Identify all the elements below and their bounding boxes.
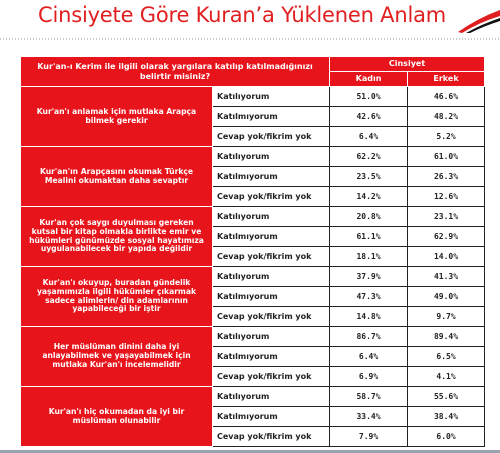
answer-label-cell: Katılmıyorum [213,167,330,187]
erkek-value-cell: 48.2% [408,107,485,127]
statement-cell: Kur'an'ı anlamak için mutlaka Arapça bilmek gerekir [21,87,213,147]
answer-label-cell: Katılmıyorum [213,407,330,427]
answer-label-cell: Cevap yok/fikrim yok [213,427,330,447]
table-row [21,267,485,287]
column-header-erkek: Erkek [408,72,485,87]
erkek-value-cell: 12.6% [408,187,485,207]
kadin-value-cell: 61.1% [330,227,408,247]
answer-label-cell: Katılıyorum [213,387,330,407]
erkek-value-cell: 5.2% [408,127,485,147]
table-body [21,87,485,447]
gender-group-header: Cinsiyet [330,57,485,72]
answer-label-cell: Katılmıyorum [213,347,330,367]
statement-cell: Her müslüman dinini daha iyi anlayabilmek ve yaşayabilmek için mutlaka Kur'an'ı incelemelidir [21,327,213,387]
kadin-value-cell: 62.2% [330,147,408,167]
kadin-value-cell: 47.3% [330,287,408,307]
table-row [21,87,485,107]
answer-label-cell: Cevap yok/fikrim yok [213,187,330,207]
title-divider [0,38,500,40]
kadin-value-cell: 6.4% [330,347,408,367]
logo-swoosh-icon [456,8,500,34]
kadin-value-cell: 6.4% [330,127,408,147]
answer-label-cell: Cevap yok/fikrim yok [213,307,330,327]
question-header: Kur'an-ı Kerim ile ilgili olarak yargılara katılıp katılmadığınızı belirtir misiniz? [21,57,330,87]
column-header-kadin: Kadın [330,72,408,87]
kadin-value-cell: 86.7% [330,327,408,347]
statement-cell: Kur'an'ı hiç okumadan da iyi bir müslüman olunabilir [21,387,213,447]
answer-label-cell: Katılıyorum [213,87,330,107]
page-title: Cinsiyete Göre Kuran’a Yüklenen Anlam [38,3,447,27]
answer-label-cell: Cevap yok/fikrim yok [213,127,330,147]
erkek-value-cell: 23.1% [408,207,485,227]
erkek-value-cell: 9.7% [408,307,485,327]
answer-label-cell: Cevap yok/fikrim yok [213,367,330,387]
erkek-value-cell: 14.0% [408,247,485,267]
kadin-value-cell: 58.7% [330,387,408,407]
erkek-value-cell: 49.0% [408,287,485,307]
statement-cell: Kur'an çok saygı duyulması gereken kutsal bir kitap olmakla birlikte emir ve hükümleri günümüzde sosyal hayatımıza uygulanabilecek bir yapıda değildir [21,207,213,267]
kadin-value-cell: 20.8% [330,207,408,227]
answer-label-cell: Cevap yok/fikrim yok [213,247,330,267]
kadin-value-cell: 37.9% [330,267,408,287]
erkek-value-cell: 89.4% [408,327,485,347]
kadin-value-cell: 33.4% [330,407,408,427]
survey-table [20,56,485,447]
erkek-value-cell: 41.3% [408,267,485,287]
kadin-value-cell: 6.9% [330,367,408,387]
table-row [21,387,485,407]
kadin-value-cell: 51.0% [330,87,408,107]
erkek-value-cell: 4.1% [408,367,485,387]
answer-label-cell: Katılıyorum [213,267,330,287]
table-row [21,327,485,347]
erkek-value-cell: 6.5% [408,347,485,367]
kadin-value-cell: 14.8% [330,307,408,327]
answer-label-cell: Katılıyorum [213,147,330,167]
answer-label-cell: Katılıyorum [213,207,330,227]
kadin-value-cell: 18.1% [330,247,408,267]
erkek-value-cell: 26.3% [408,167,485,187]
erkek-value-cell: 62.9% [408,227,485,247]
kadin-value-cell: 7.9% [330,427,408,447]
table-row [21,147,485,167]
erkek-value-cell: 6.0% [408,427,485,447]
erkek-value-cell: 55.6% [408,387,485,407]
kadin-value-cell: 23.5% [330,167,408,187]
answer-label-cell: Katılmıyorum [213,227,330,247]
kadin-value-cell: 42.6% [330,107,408,127]
answer-label-cell: Katılmıyorum [213,287,330,307]
table-row [21,207,485,227]
statement-cell: Kur'an'ın Arapçasını okumak Türkçe Mealini okumaktan daha sevaptır [21,147,213,207]
statement-cell: Kur'an'ı okuyup, buradan gündelik yaşamımızla ilgili hükümler çıkarmak sadece alimlerin/ din adamlarının yapabileceği bir iştir [21,267,213,327]
erkek-value-cell: 46.6% [408,87,485,107]
erkek-value-cell: 38.4% [408,407,485,427]
erkek-value-cell: 61.0% [408,147,485,167]
kadin-value-cell: 14.2% [330,187,408,207]
answer-label-cell: Katılmıyorum [213,107,330,127]
answer-label-cell: Katılıyorum [213,327,330,347]
